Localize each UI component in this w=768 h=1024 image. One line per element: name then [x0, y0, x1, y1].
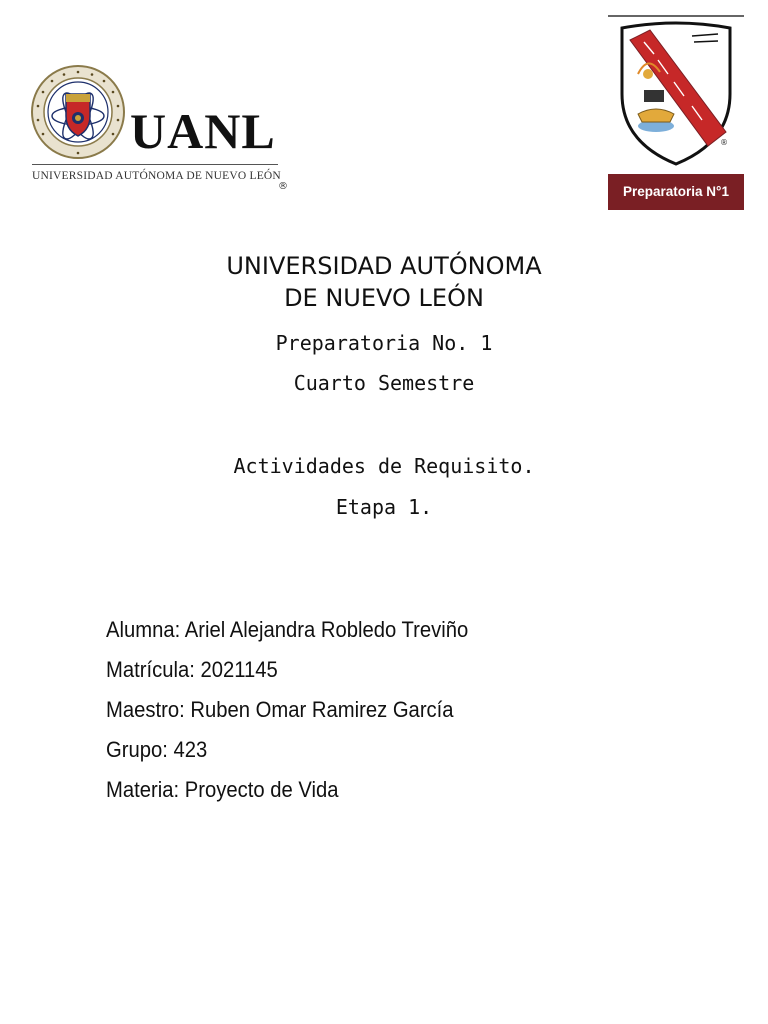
school-name — [0, 329, 768, 357]
stage-title-text: Etapa 1. — [335, 495, 433, 519]
prepa-band-label: Preparatoria N°1 — [608, 174, 744, 210]
university-title-line2: DE NUEVO LEÓN — [284, 284, 484, 312]
prepa-shield-icon — [608, 14, 744, 174]
uanl-wordmark: UANL — [130, 103, 276, 159]
prepa-logo — [608, 14, 744, 210]
semester — [0, 369, 768, 397]
uanl-logo — [30, 64, 288, 194]
uanl-divider — [32, 164, 278, 165]
student-id: Matrícula: 2021145 — [106, 657, 278, 682]
group: Grupo: 423 — [106, 737, 208, 762]
prepa-registered-mark: ® — [720, 138, 728, 147]
student-info — [106, 614, 500, 814]
stage-title — [0, 493, 768, 521]
uanl-registered-mark: ® — [278, 181, 288, 192]
uanl-seal-icon — [30, 64, 126, 160]
activity-title-text: Actividades de Requisito. — [233, 454, 535, 478]
activity-title — [0, 452, 768, 480]
university-title-line1: UNIVERSIDAD AUTÓNOMA — [226, 252, 542, 280]
teacher-name: Maestro: Ruben Omar Ramirez García — [106, 697, 454, 722]
university-title — [0, 250, 768, 314]
semester-text: Cuarto Semestre — [293, 371, 475, 395]
subject: Materia: Proyecto de Vida — [106, 777, 339, 802]
student-name: Alumna: Ariel Alejandra Robledo Treviño — [106, 617, 469, 642]
uanl-full-name: UNIVERSIDAD AUTÓNOMA DE NUEVO LEÓN — [32, 170, 281, 182]
school-name-text: Preparatoria No. 1 — [275, 331, 493, 355]
